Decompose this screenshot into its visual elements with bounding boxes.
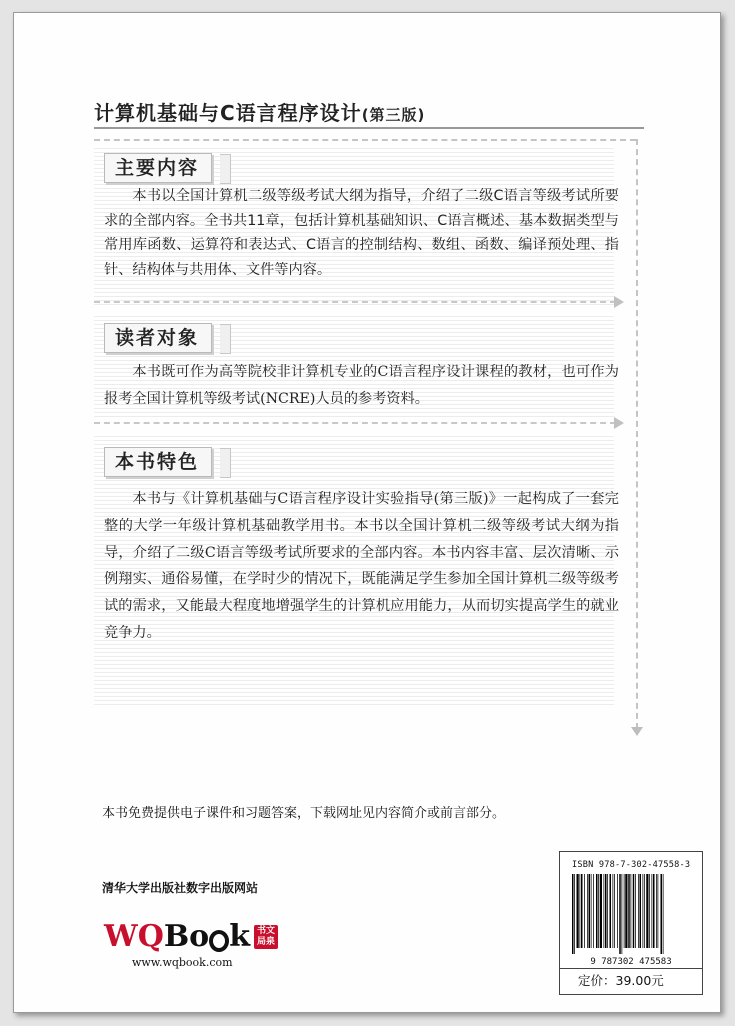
barcode-icon — [570, 874, 692, 966]
barcode-bar — [617, 874, 618, 948]
section-text-audience: 本书既可作为高等院校非计算机专业的C语言程序设计课程的教材，也可作为报考全国计算机等级考试(NCRE)人员的参考资料。 — [104, 364, 619, 407]
barcode-bar — [605, 874, 607, 948]
barcode-bar — [638, 874, 639, 948]
heading-tab-decoration — [220, 324, 231, 354]
frame-right-dashed-line — [636, 139, 638, 729]
barcode-bar — [661, 874, 663, 954]
barcode-bar — [572, 874, 574, 954]
barcode-bar — [589, 874, 591, 948]
barcode-bar — [625, 874, 627, 948]
heading-tab-decoration — [220, 154, 231, 184]
barcode-bar — [643, 874, 644, 948]
barcode-bar — [640, 874, 642, 948]
logo-wq-text: WQ — [104, 919, 164, 954]
section-text-features: 本书与《计算机基础与C语言程序设计实验指导(第三版)》一起构成了一套完整的大学一年级计算机基础教学用书。本书以全国计算机二级等级考试大纲为指导，介绍了二级C语言等级考试所要求的全部内容。本书内容丰富、层次清晰、示例翔实、通俗易懂，在学时少的情况下，既能满足学生参加全国计算机二级等级考试的需求，又能最大程度地增强学生的计算机应用能力，从而切实提高学生的就业竞争力。 — [104, 491, 619, 641]
barcode-bar — [624, 874, 625, 948]
barcode-bar — [619, 874, 621, 954]
barcode-bar — [644, 874, 645, 948]
price-divider — [560, 968, 702, 969]
wqbook-logo — [104, 917, 278, 953]
logo-o-mark — [209, 921, 229, 953]
publisher-website[interactable]: www.wqbook.com — [132, 956, 233, 969]
barcode-bar — [658, 874, 659, 948]
barcode-bar — [663, 874, 664, 954]
isbn-text: ISBN 978-7-302-47558-3 — [572, 860, 691, 870]
logo-k-text: k — [229, 919, 250, 954]
barcode-bar — [581, 874, 583, 948]
barcode-bar — [577, 874, 579, 948]
frame-top-dashed-line — [94, 139, 636, 141]
barcode-bar — [596, 874, 598, 948]
barcode-bar — [610, 874, 612, 948]
section-text-main-content: 本书以全国计算机二级等级考试大纲为指导，介绍了二级C语言等级考试所要求的全部内容。全书共11章，包括计算机基础知识、C语言概述、基本数据类型与常用库函数、运算符和表达式、C语言的控制结构、数组、函数、编译预处理、指针、结构体与共用体、文件等内容。 — [104, 188, 619, 278]
barcode-bar — [649, 874, 650, 948]
barcode-bar — [574, 874, 575, 954]
barcode-bar — [604, 874, 605, 948]
book-title-main: 计算机基础与C语言程序设计 — [94, 101, 362, 125]
book-title — [94, 97, 425, 126]
logo-bo-text: Bo — [163, 919, 210, 954]
section-separator-1 — [94, 301, 616, 303]
dashed-arrow-down-icon — [631, 727, 643, 736]
section-heading-main-content: 主要内容 — [104, 153, 212, 183]
price-label: 定价：39.00元 — [578, 973, 664, 988]
barcode-bar — [607, 874, 608, 948]
barcode-bar — [613, 874, 614, 948]
barcode-bar — [591, 874, 592, 948]
heading-tab-decoration — [220, 448, 231, 478]
barcode-bar — [584, 874, 585, 948]
publisher-name: 清华大学出版社数字出版网站 — [102, 881, 259, 895]
section-separator-2 — [94, 422, 616, 424]
barcode-bar — [656, 874, 657, 948]
barcode-bar — [593, 874, 594, 948]
book-title-edition: (第三版) — [361, 106, 426, 124]
barcode-block — [559, 851, 703, 995]
barcode-bar — [653, 874, 655, 948]
barcode-bar — [580, 874, 581, 948]
barcode-digits: 9 787302 475583 — [590, 957, 672, 966]
download-notice: 本书免费提供电子课件和习题答案，下载网址见内容简介或前言部分。 — [102, 806, 506, 821]
barcode-bar — [633, 874, 635, 948]
dashed-arrow-right-icon — [614, 417, 624, 429]
dashed-arrow-right-icon — [614, 296, 624, 308]
barcode-bar — [652, 874, 653, 948]
barcode-bar — [635, 874, 636, 948]
barcode-bar — [614, 874, 615, 948]
barcode-bar — [628, 874, 630, 948]
title-underline — [94, 127, 644, 129]
back-cover — [13, 12, 721, 1013]
barcode-bar — [600, 874, 602, 948]
barcode-bar — [646, 874, 648, 948]
barcode-bar — [598, 874, 599, 948]
section-heading-audience: 读者对象 — [104, 323, 212, 353]
barcode-bar — [587, 874, 588, 948]
barcode-bar — [622, 874, 623, 954]
logo-seal: 书文局泉 — [254, 925, 278, 949]
section-heading-features: 本书特色 — [104, 447, 212, 477]
barcode-bar — [631, 874, 632, 948]
